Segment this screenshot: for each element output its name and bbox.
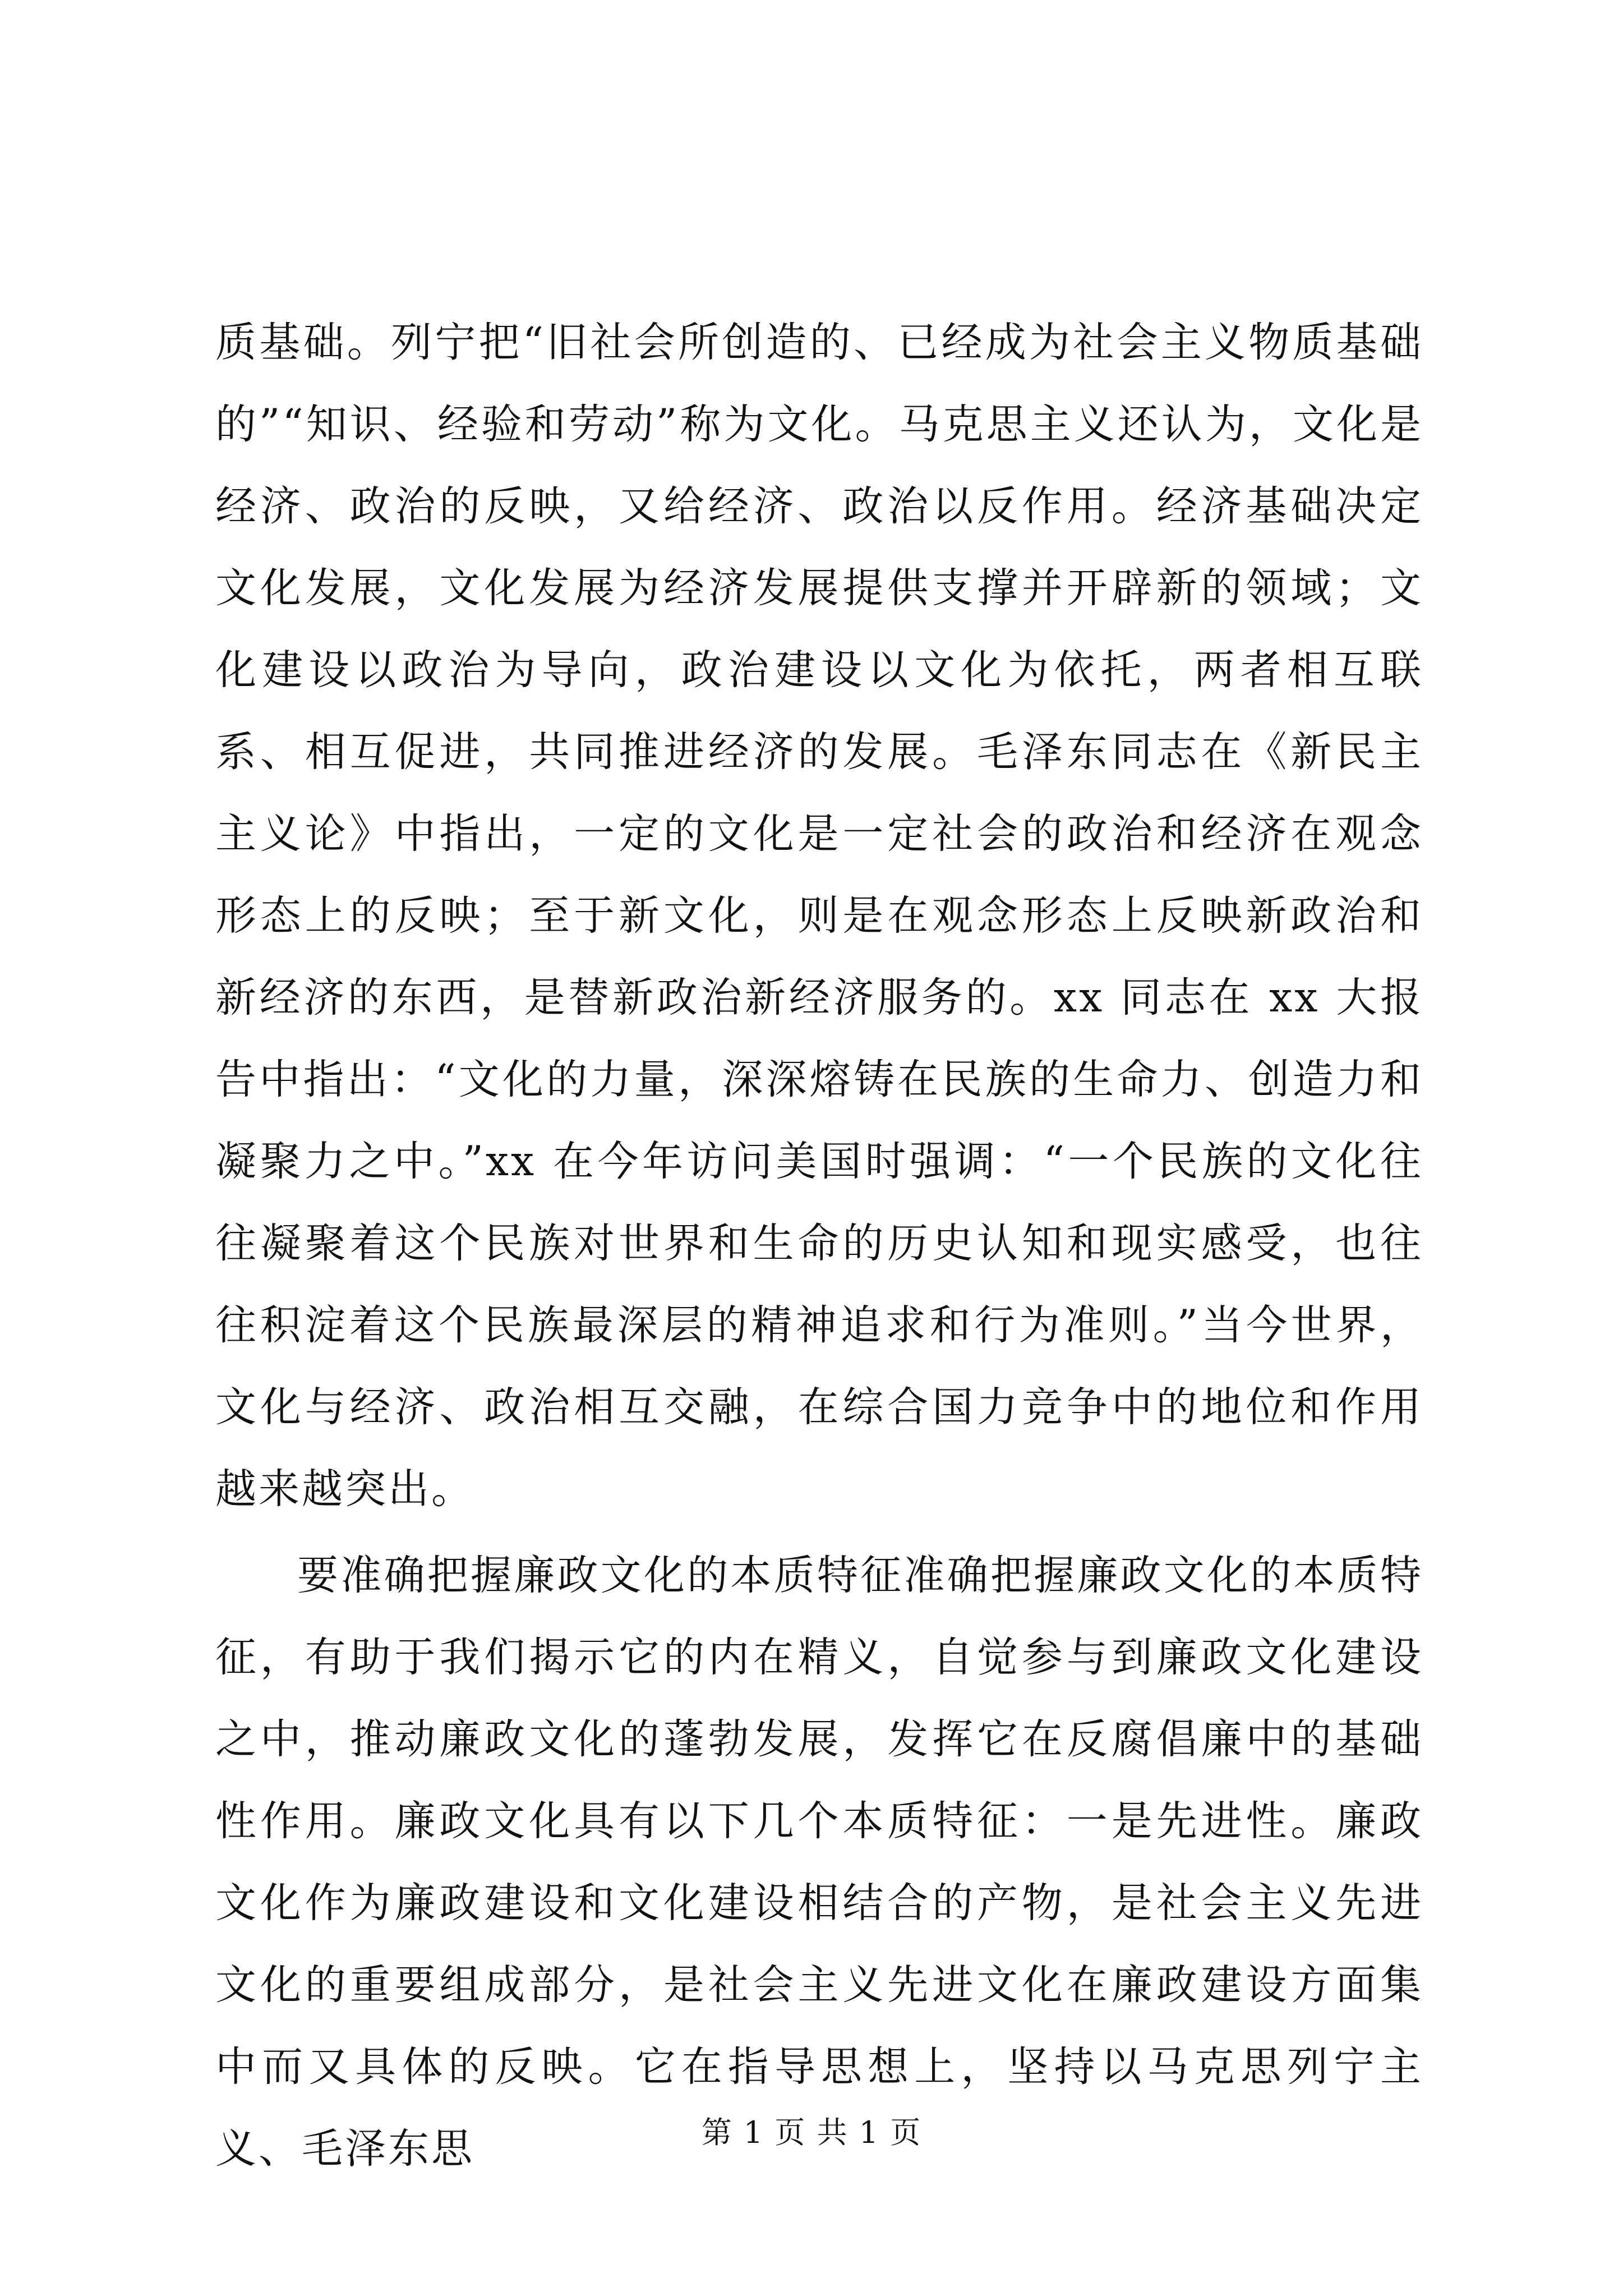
paragraph-continuation: 质基础。列宁把“旧社会所创造的、已经成为社会主义物质基础的”“知识、经验和劳动”称为文化。马克思主义还认为，文化是经济、政治的反映，又给经济、政治以反作用。经济基础决定文化发展，文化发展为经济发展提供支撑并开辟新的领域；文化建设以政治为导向，政治建设以文化为依托，两者相互联系、相互促进，共同推进经济的发展。毛泽东同志在《新民主主义论》中指出，一定的文化是一定社会的政治和经济在观念形态上的反映；至于新文化，则是在观念形态上反映新政治和新经济的东西，是替新政治新经济服务的。xx 同志在 xx 大报告中指出：“文化的力量，深深熔铸在民族的生命力、创造力和凝聚力之中。”xx 在今年访问美国时强调：“一个民族的文化往往凝聚着这个民族对世界和生命的历史认知和现实感受，也往往积淀着这个民族最深层的精神追求和行为准则。”当今世界，文化与经济、政治相互交融，在综合国力竞争中的地位和作用越来越突出。 bbox=[215, 319, 1423, 1513]
document-body bbox=[215, 302, 1423, 2190]
page-footer: 第 1 页 共 1 页 bbox=[701, 2115, 922, 2150]
paragraph-integrity-culture: 要准确把握廉政文化的本质特征准确把握廉政文化的本质特征，有助于我们揭示它的内在精义，自觉参与到廉政文化建设之中，推动廉政文化的蓬勃发展，发挥它在反腐倡廉中的基础性作用。廉政文化具有以下几个本质特征：一是先进性。廉政文化作为廉政建设和文化建设相结合的产物，是社会主义先进文化的重要组成部分，是社会主义先进文化在廉政建设方面集中而又具体的反映。它在指导思想上，坚持以马克思列宁主义、毛泽东思 bbox=[215, 1552, 1423, 2173]
